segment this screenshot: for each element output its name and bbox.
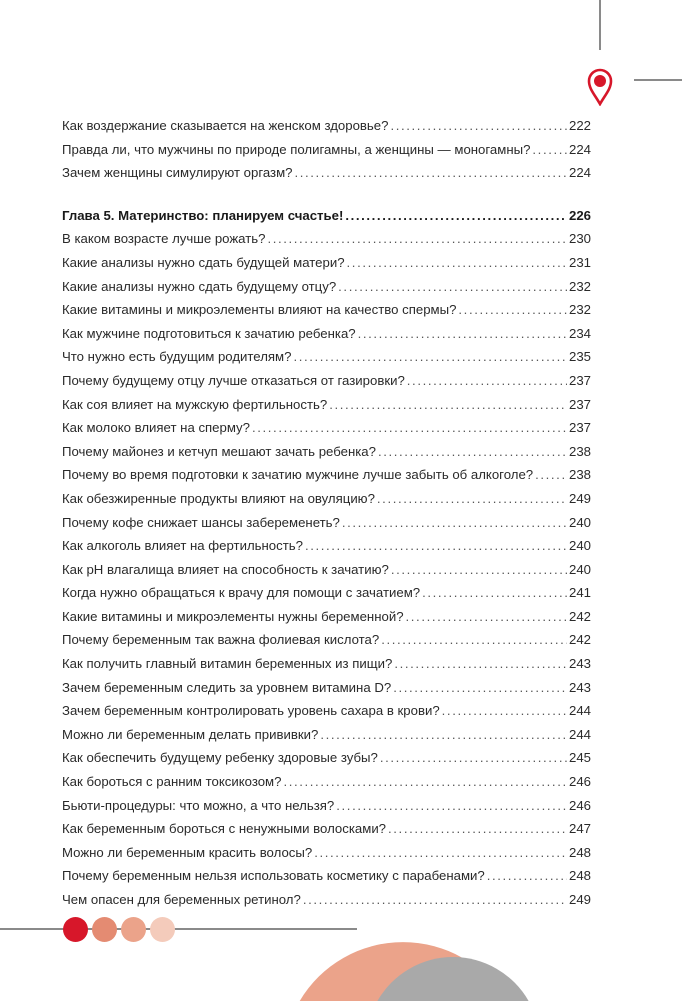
toc-entry-page: 231 [568, 254, 591, 270]
toc-entry-title: Что нужно есть будущим родителям? [62, 349, 292, 365]
toc-entry-page: 230 [568, 231, 591, 247]
toc-entry-title: Бьюти-процедуры: что можно, а что нельзя? [62, 797, 335, 813]
toc-entry-page: 238 [568, 467, 591, 483]
toc-entry-title: Как обеспечить будущему ребенку здоровые зубы? [62, 750, 378, 766]
toc-entry-title: Почему будущему отцу лучше отказаться от газировки? [62, 372, 405, 388]
toc-entry-title: Можно ли беременным делать прививки? [62, 726, 319, 742]
toc-entry-page: 244 [568, 726, 591, 742]
toc-entry-title: Как молоко влияет на сперму? [62, 420, 250, 436]
toc-entry-page: 243 [568, 679, 591, 695]
toc-entry-page: 240 [568, 538, 591, 554]
toc-entry-title: Как соя влияет на мужскую фертильность? [62, 396, 328, 412]
toc-entry-title: Как получить главный витамин беременных из пищи? [62, 656, 393, 672]
toc-entry-page: 248 [568, 868, 591, 884]
toc-entry-title: Как pH влагалища влияет на способность к зачатию? [62, 561, 389, 577]
toc-entry-page: 224 [568, 141, 591, 157]
toc-entry-page: 245 [568, 750, 591, 766]
toc-entry-title: Глава 5. Материнство: планируем счастье! [62, 207, 344, 223]
toc-entry-title: Какие анализы нужно сдать будущей матери? [62, 254, 345, 270]
toc-entry-title: Чем опасен для беременных ретинол? [62, 892, 301, 907]
toc-entry-page: 240 [568, 514, 591, 530]
toc-entry-page: 235 [568, 349, 591, 365]
toc-entry-title: Почему во время подготовки к зачатию мужчине лучше забыть об алкоголе? [62, 467, 534, 483]
toc-entry-page: 226 [568, 207, 591, 223]
toc-entry-page: 246 [568, 797, 591, 813]
toc-entry-page: 224 [568, 165, 591, 181]
toc-entry-title: Зачем беременным следить за уровнем витамина D? [62, 679, 392, 695]
toc-entry-page: 246 [568, 774, 591, 790]
toc-entry-title: Как обезжиренные продукты влияют на овуляцию? [62, 490, 375, 506]
toc-entry-page: 249 [568, 490, 591, 506]
toc-entry-page: 240 [568, 561, 591, 577]
toc-entry-title: Правда ли, что мужчины по природе полигамны, а женщины — моногамны? [62, 141, 531, 157]
toc-entry-title: Можно ли беременным красить волосы? [62, 844, 313, 860]
toc-entry-page: 238 [568, 443, 591, 459]
toc-entry-title: Как алкоголь влияет на фертильность? [62, 538, 303, 554]
toc-entry-page: 237 [568, 420, 591, 436]
toc-entry-page: 222 [568, 118, 591, 133]
toc-entry-title: Почему беременным так важна фолиевая кислота? [62, 632, 380, 648]
toc-entry-title: Как беременным бороться с ненужными волосками? [62, 821, 387, 837]
toc-entry-page: 248 [568, 844, 591, 860]
toc-entry-title: Почему кофе снижает шансы забеременеть? [62, 514, 340, 530]
toc-entry-page: 243 [568, 656, 591, 672]
toc-entry-page: 232 [568, 302, 591, 318]
toc-entry-page: 249 [568, 892, 591, 907]
toc-entry-page: 242 [568, 608, 591, 624]
toc-entry-title: Как бороться с ранним токсикозом? [62, 774, 282, 790]
toc-entry-page: 237 [568, 372, 591, 388]
toc-entry-page: 247 [568, 821, 591, 837]
toc-entry-title: Какие анализы нужно сдать будущему отцу? [62, 278, 337, 294]
toc-entry-page: 232 [568, 278, 591, 294]
toc-entry-page: 237 [568, 396, 591, 412]
toc-entry-title: Как мужчине подготовиться к зачатию ребенка? [62, 325, 356, 341]
toc-entry-page: 242 [568, 632, 591, 648]
toc-entry-title: Когда нужно обращаться к врачу для помощи с зачатием? [62, 585, 421, 601]
toc-entry-title: Зачем женщины симулируют оргазм? [62, 165, 293, 181]
toc-entry-title: Как воздержание сказывается на женском здоровье? [62, 118, 389, 133]
toc-entry-page: 244 [568, 703, 591, 719]
toc-entry-page: 234 [568, 325, 591, 341]
toc-entry-title: Почему майонез и кетчуп мешают зачать ребенка? [62, 443, 376, 459]
toc-entry-title: Какие витамины и микроэлементы влияют на качество спермы? [62, 302, 457, 318]
toc-entry-page: 241 [568, 585, 591, 601]
toc-entry-title: Почему беременным нельзя использовать косметику с парабенами? [62, 868, 485, 884]
toc-entry-title: В каком возрасте лучше рожать? [62, 231, 266, 247]
toc-entry-title: Зачем беременным контролировать уровень сахара в крови? [62, 703, 440, 719]
toc-entry-title: Какие витамины и микроэлементы нужны беременной? [62, 608, 404, 624]
